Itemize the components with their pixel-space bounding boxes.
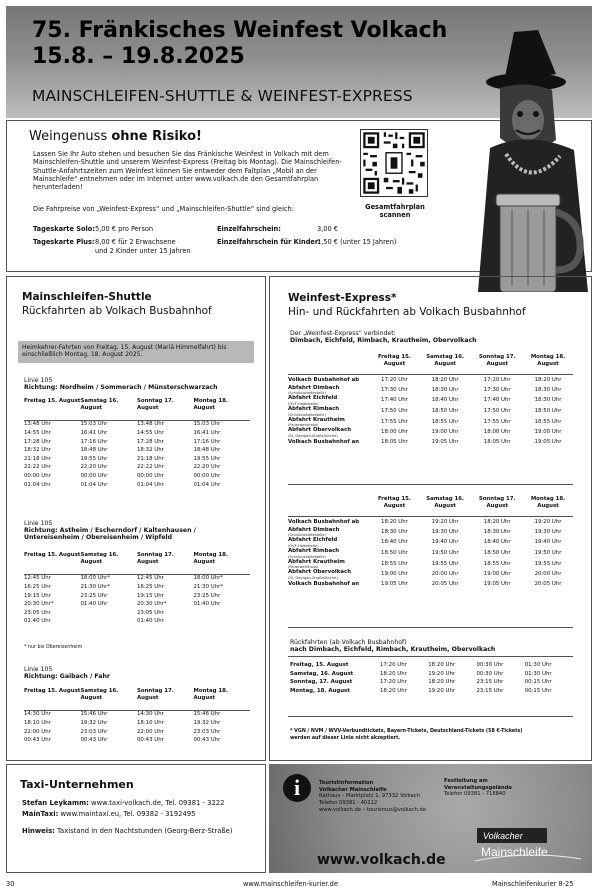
table-cell: 18:32 Uhr	[137, 447, 164, 454]
line1-table	[24, 398, 250, 489]
table-row	[288, 417, 573, 428]
table-cell: 20:05 Uhr	[431, 580, 459, 587]
table-cell: 18:32 Uhr	[24, 447, 51, 454]
table-cell: 01:30 Uhr	[524, 662, 552, 668]
table-row	[288, 406, 573, 417]
table-cell: Abfahrt Krautheim (Feuerwehrhaus)	[288, 558, 345, 570]
line2-title: Linie 105 Richtung: Astheim / Escherndorf / Kaltenhausen / Untereisenheim / Obereisenheim / Wipfeld	[24, 520, 196, 542]
table-cell: 13:48 Uhr	[24, 421, 51, 428]
table-cell: 19:00 Uhr	[431, 429, 459, 436]
table-cell: 18:20 Uhr	[381, 519, 408, 526]
table-cell: Volkach Busbahnhof an	[288, 580, 360, 587]
table-cell: Abfahrt Eichfeld (OVF-Haltestelle)	[288, 537, 338, 549]
table-cell: 01:04 Uhr	[137, 481, 164, 488]
table-cell: 01:40 Uhr	[24, 618, 51, 625]
table-cell: 17:28 Uhr	[24, 438, 51, 445]
divider	[24, 710, 250, 711]
table-cell: 19:55 Uhr	[431, 560, 459, 567]
price-single-label: Einzelfahrschein:	[217, 225, 281, 233]
table-cell: 00:15 Uhr	[524, 687, 552, 694]
table-cell: 22:00 Uhr	[137, 728, 164, 735]
col-fri: Freitag 15. August	[24, 398, 81, 404]
table-row	[288, 376, 573, 385]
table-row	[288, 354, 573, 367]
table-row	[24, 736, 250, 745]
table-row	[24, 429, 250, 438]
table-row	[24, 420, 250, 429]
table-row	[288, 580, 573, 589]
express-subtitle: Hin- und Rückfahrten ab Volkach Busbahnhof	[288, 306, 526, 318]
table-cell: 22:20 Uhr	[80, 464, 108, 471]
table-cell: 12:45 Uhr	[137, 575, 164, 582]
table-cell: 20:05 Uhr	[534, 580, 562, 587]
page-number: 30	[6, 880, 15, 888]
table-cell: 16:41 Uhr	[80, 429, 108, 436]
col-sun: Sonntag 17. August	[137, 398, 174, 411]
taxi-title: Taxi-Unternehmen	[20, 778, 134, 791]
table-row	[24, 609, 250, 618]
express-footnote: * VGN / NVM / WVV-Verbundtickets, Bayern-Tickets, Deutschland-Tickets (58 €-Tickets) werden auf dieser Linie nicht akzeptiert.	[290, 729, 523, 741]
table-cell: Montag 18. August	[193, 552, 228, 565]
table-cell	[81, 609, 138, 618]
table-cell: 17:40 Uhr	[381, 397, 408, 404]
express-table-1	[288, 354, 573, 446]
table-row	[288, 385, 573, 396]
table-cell: 01:40 Uhr	[80, 601, 108, 608]
table-cell: 19:30 Uhr	[431, 528, 459, 535]
table-cell: 00:30 Uhr	[476, 670, 504, 677]
table-row	[290, 670, 573, 679]
col-sat: Samstag 16. August	[80, 398, 119, 411]
express-connects: Der „Weinfest-Express“ verbindet: Dimbach, Eichfeld, Rimbach, Krautheim, Obervolkach	[290, 330, 477, 345]
table-cell: 19:55 Uhr	[534, 560, 562, 567]
table-cell: 17:55 Uhr	[483, 418, 511, 425]
table-cell: 17:16 Uhr	[80, 438, 108, 445]
table-cell: 00:30 Uhr	[476, 662, 504, 668]
price-solo-value: 5,00 € pro Person	[95, 225, 154, 233]
table-cell	[194, 617, 251, 626]
table-row	[24, 463, 250, 472]
table-row	[24, 574, 250, 583]
table-cell: 18:55 Uhr	[483, 560, 511, 567]
intro-heading: Weingenuss ohne Risiko!	[29, 129, 202, 144]
table-cell: 23:05 Uhr	[24, 609, 51, 616]
table-cell: 21:30 Uhr*	[80, 583, 111, 590]
table-cell: 18:05 Uhr	[483, 438, 511, 445]
price-plus-label: Tageskarte Plus:	[33, 238, 95, 246]
table-row	[288, 427, 573, 438]
table-cell: Sonntag 17. August	[137, 552, 174, 565]
table-cell: Samstag 16. August	[80, 688, 119, 701]
table-cell: 19:05 Uhr	[483, 580, 511, 587]
divider	[288, 656, 573, 657]
table-cell: Volkach Busbahnhof ab	[288, 519, 360, 526]
table-cell: 22:00 Uhr	[24, 728, 51, 735]
table-cell: 17:30 Uhr	[483, 386, 511, 393]
table-row	[24, 592, 250, 601]
table-row	[290, 687, 573, 696]
table-row	[288, 537, 573, 548]
table-cell: 14:55 Uhr	[24, 429, 51, 436]
line1-rows	[24, 411, 250, 489]
table-cell: 18:40 Uhr	[431, 397, 459, 404]
table-cell: 17:50 Uhr	[483, 408, 511, 414]
table-cell: 16:25 Uhr	[24, 583, 51, 590]
table-cell: 17:20 Uhr	[483, 377, 511, 384]
table-cell: 18:00 Uhr	[483, 429, 511, 436]
table-cell: 17:40 Uhr	[483, 397, 511, 404]
table-cell: 22:20 Uhr	[193, 464, 221, 471]
table-cell: 18:55 Uhr	[381, 560, 408, 567]
table-cell: 23:03 Uhr	[80, 728, 108, 735]
table-cell: 18:50 Uhr	[381, 550, 408, 556]
table-cell: Abfahrt Obervolkach (St. Georgen-Straße/Kirche)	[288, 427, 352, 438]
table-cell: 16:41 Uhr	[193, 429, 221, 436]
table-cell: 18:50 Uhr	[534, 408, 562, 414]
table-cell: 18:48 Uhr	[80, 447, 108, 454]
wine-mascot-illustration	[470, 30, 594, 292]
table-cell: 17:20 Uhr	[381, 377, 408, 384]
table-cell: 20:30 Uhr*	[24, 601, 54, 608]
table-cell: 18:05 Uhr	[381, 438, 408, 445]
table-cell: 00:00 Uhr	[137, 473, 164, 480]
table-cell: 18:55 Uhr	[431, 418, 459, 425]
table-row	[288, 438, 573, 447]
footer-url[interactable]: www.mainschleifen-kurier.de	[243, 880, 338, 888]
table-cell: 18:20 Uhr	[431, 377, 459, 384]
table-cell: 00:43 Uhr	[193, 737, 221, 744]
event-subtitle: MAINSCHLEIFEN-SHUTTLE & WEINFEST-EXPRESS	[32, 87, 413, 105]
table-cell: 18:30 Uhr	[483, 528, 511, 535]
table-cell: 12:45 Uhr	[24, 575, 51, 582]
table-row	[288, 395, 573, 406]
table-row	[24, 617, 250, 626]
qr-code-icon[interactable]	[360, 129, 428, 197]
table-row	[24, 481, 250, 490]
table-cell: 13:48 Uhr	[137, 421, 164, 428]
table-cell: Samstag, 16. August	[290, 670, 354, 677]
table-cell: 19:05 Uhr	[381, 580, 408, 587]
table-cell: 23:03 Uhr	[193, 728, 221, 735]
table-cell: 19:40 Uhr	[431, 539, 459, 546]
table-cell: 19:32 Uhr	[193, 719, 221, 726]
table-cell: Abfahrt Obervolkach (St. Georgen-Straße/Kirche)	[288, 569, 352, 580]
table-row	[24, 446, 250, 455]
table-row	[290, 661, 573, 670]
volkacher-mainschleife-logo	[469, 828, 584, 862]
table-cell: 19:05 Uhr	[431, 438, 459, 445]
table-cell: 18:50 Uhr	[483, 550, 511, 556]
table-cell: 18:20 Uhr	[428, 679, 456, 686]
table-cell: 21:18 Uhr	[137, 455, 164, 462]
table-cell: 19:00 Uhr	[381, 571, 408, 578]
table-row	[288, 518, 573, 527]
table-cell	[81, 617, 138, 626]
table-cell: 17:30 Uhr	[381, 386, 408, 393]
table-row	[24, 565, 250, 574]
table-cell: 14:30 Uhr	[137, 711, 164, 718]
taxi-maintaxi: MainTaxi: www.maintaxi.eu, Tel. 09382 - 3192495	[22, 810, 196, 818]
table-row	[24, 438, 250, 447]
line3-table	[24, 688, 250, 745]
table-cell: Montag, 18. August	[290, 687, 350, 694]
table-cell: 19:20 Uhr	[428, 687, 456, 694]
shuttle-subtitle: Rückfahrten ab Volkach Busbahnhof	[22, 305, 212, 317]
table-cell: Sonntag 17. August	[137, 688, 174, 701]
table-cell: 00:00 Uhr	[193, 473, 221, 480]
table-cell: 18:30 Uhr	[381, 528, 408, 535]
table-cell: 20:30 Uhr*	[137, 601, 167, 608]
table-cell: 18:10 Uhr	[24, 719, 51, 726]
table-cell: Abfahrt Rimbach (Schulbushaltestelle)	[288, 406, 340, 417]
table-cell: 01:40 Uhr	[137, 618, 164, 625]
table-row	[24, 455, 250, 464]
table-cell: 21:18 Uhr	[24, 455, 51, 462]
table-cell: 18:50 Uhr	[431, 408, 459, 414]
price-kids-value: 1,50 € (unter 15 Jahren)	[317, 238, 397, 246]
table-cell: 14:30 Uhr	[24, 711, 51, 718]
table-cell: 23:15 Uhr	[476, 687, 504, 694]
table-cell: Montag 18. August	[530, 496, 566, 509]
table-cell: 18:40 Uhr	[381, 539, 408, 546]
divider	[24, 574, 250, 575]
table-cell: Freitag 15. August	[24, 552, 81, 558]
table-cell: Sonntag, 17. August	[290, 679, 353, 686]
table-cell: Freitag 15. August	[377, 496, 411, 509]
table-cell: 23:05 Uhr	[137, 609, 164, 616]
table-cell: 21:30 Uhr*	[193, 583, 224, 590]
svg-text:Mainschleife: Mainschleife	[481, 845, 548, 859]
table-cell	[24, 701, 250, 710]
table-cell: 20:00 Uhr	[534, 571, 562, 578]
table-cell: 19:55 Uhr	[80, 455, 108, 462]
price-single-value: 3,00 €	[317, 225, 338, 233]
col-mon: Montag 18. August	[193, 398, 228, 411]
table-cell: 20:00 Uhr	[431, 571, 459, 578]
table-cell: 17:16 Uhr	[193, 438, 221, 445]
table-cell: 15:03 Uhr	[80, 421, 108, 428]
table-row	[24, 688, 250, 701]
table-cell: 18:10 Uhr	[137, 719, 164, 726]
line3-rows	[24, 701, 250, 745]
table-row	[288, 527, 573, 538]
table-cell: Abfahrt Rimbach (Schulbushaltestelle)	[288, 548, 340, 559]
table-cell: 19:50 Uhr	[534, 550, 562, 556]
table-cell: 17:28 Uhr	[137, 438, 164, 445]
table-row	[24, 552, 250, 565]
taxi-leykamm: Stefan Leykamm: www.taxi-volkach.de, Tel. 09381 - 3222	[22, 799, 225, 807]
table-cell: Freitag, 15. August	[290, 662, 349, 668]
table-cell: 19:20 Uhr	[431, 519, 459, 526]
table-cell: Abfahrt Dimbach (Schulbushaltestelle)	[288, 526, 340, 538]
tourist-info-box	[269, 764, 592, 873]
page-footer	[0, 878, 598, 891]
table-row	[24, 600, 250, 609]
divider	[288, 716, 573, 717]
table-cell: 18:55 Uhr	[534, 418, 562, 425]
table-cell: 19:15 Uhr	[137, 592, 164, 599]
table-cell: 19:50 Uhr	[431, 550, 459, 556]
table-row	[288, 548, 573, 559]
volkach-website-link[interactable]: www.volkach.de	[317, 852, 446, 868]
express-table-2	[288, 496, 573, 588]
table-row	[24, 398, 250, 411]
info-icon: i	[283, 774, 311, 802]
table-cell: Samstag 16. August	[426, 354, 465, 367]
table-cell: 15:03 Uhr	[193, 421, 221, 428]
table-cell: 22:22 Uhr	[137, 464, 164, 471]
event-dates: 15.8. – 19.8.2025	[32, 44, 245, 69]
table-cell: Abfahrt Eichfeld (OVF-Haltestelle)	[288, 395, 338, 407]
table-cell: 18:20 Uhr	[534, 377, 562, 384]
table-cell: 19:30 Uhr	[534, 528, 562, 535]
table-cell: 01:40 Uhr	[193, 601, 221, 608]
table-row	[24, 728, 250, 737]
table-cell: Montag 18. August	[193, 688, 228, 701]
divider	[288, 484, 573, 485]
table-cell: 18:20 Uhr	[483, 519, 511, 526]
table-cell: 00:43 Uhr	[80, 737, 108, 744]
table-cell	[288, 354, 370, 367]
table-cell: Abfahrt Dimbach (Schulbushaltestelle)	[288, 384, 340, 396]
table-cell: 19:20 Uhr	[428, 670, 456, 677]
table-cell: 17:55 Uhr	[381, 418, 408, 425]
table-cell: 00:00 Uhr	[24, 473, 51, 480]
shuttle-title: Mainschleifen-Shuttle	[22, 291, 152, 303]
table-cell: 18:00 Uhr*	[193, 575, 224, 582]
footer-issue: Mainschleifenkurier 8-25	[492, 880, 574, 888]
table-cell: 18:20 Uhr	[428, 662, 456, 668]
price-intro: Die Fahrpreise von „Weinfest-Express“ und „Mainschleifen-Shuttle“ sind gleich:	[33, 205, 294, 213]
table-cell	[194, 609, 251, 618]
table-cell: 00:15 Uhr	[524, 679, 552, 686]
table-cell: 01:04 Uhr	[193, 481, 221, 488]
table-cell: 19:00 Uhr	[534, 429, 562, 436]
intro-text: Lassen Sie Ihr Auto stehen und besuchen Sie das Fränkische Weinfest in Volkach mit dem Mainschleifen-Shuttle und unserem Weinfest-Express (Freitag bis Montag). Die Mainschleifen-Shuttle-Anfahrtszeiten zum Weinfest können Sie entweder dem Faltplan „Mobil an der Mainschleife“ entnehmen oder im Internet unter www.volkach.de den Gesamtfahrplan herunterladen!	[33, 150, 342, 192]
table-row	[24, 701, 250, 710]
table-cell: 00:00 Uhr	[80, 473, 108, 480]
table-cell: 19:20 Uhr	[534, 519, 562, 526]
table-cell	[24, 565, 250, 574]
table-cell: 15:46 Uhr	[193, 711, 221, 718]
svg-text:Volkacher: Volkacher	[483, 831, 523, 841]
table-cell: 19:05 Uhr	[534, 438, 562, 445]
taxi-hint: Hinweis: Taxistand in den Nachtstunden (Georg-Berz-Straße)	[22, 827, 233, 835]
table-cell: 01:04 Uhr	[24, 481, 51, 488]
tourist-contact: Touristinformation Volkacher Mainschleife Rathaus – Marktplatz 1, 97332 Volkach Telefon 09381 - 40112 www.volkach.de – tourismus@volkach.de	[319, 780, 426, 813]
table-row	[24, 583, 250, 592]
table-cell: Sonntag 17. August	[478, 496, 516, 509]
table-cell: 23:25 Uhr	[80, 592, 108, 599]
return-table	[290, 661, 573, 696]
table-row	[290, 678, 573, 687]
table-row	[288, 496, 573, 509]
event-title: 75. Fränkisches Weinfest Volkach	[32, 18, 448, 43]
divider	[288, 516, 573, 517]
table-cell: 19:40 Uhr	[534, 539, 562, 546]
table-cell: 18:20 Uhr	[380, 687, 407, 694]
table-cell: Montag 18. August	[530, 354, 566, 367]
table-cell: 18:00 Uhr*	[80, 575, 111, 582]
line1-title: Linie 105 Richtung: Nordheim / Sommerach / Münsterschwarzach	[24, 377, 218, 392]
table-row	[288, 569, 573, 580]
table-cell: 16:25 Uhr	[137, 583, 164, 590]
table-cell: 19:15 Uhr	[24, 592, 51, 599]
table-cell: 18:20 Uhr	[380, 670, 407, 677]
table-cell	[24, 411, 250, 420]
table-cell: 15:46 Uhr	[80, 711, 108, 718]
shuttle-note: Heimkehrer-Fahrten von Freitag, 15. August (Mariä Himmelfahrt) bis einschließlich Montag, 18. August 2025.	[18, 341, 254, 363]
qr-caption: Gesamtfahrplan scannen	[365, 203, 425, 219]
table-cell: 18:48 Uhr	[193, 447, 221, 454]
table-cell: 00:43 Uhr	[137, 737, 164, 744]
return-heading: Rückfahrten (ab Volkach Busbahnhof) nach Dimbach, Eichfeld, Rimbach, Krautheim, Obervolkach	[290, 639, 496, 654]
table-cell: Freitag 15. August	[24, 688, 81, 694]
table-cell: 18:30 Uhr	[534, 386, 562, 393]
table-cell: Samstag 16. August	[80, 552, 119, 565]
line3-title: Linie 105 Richtung: Gaibach / Fahr	[24, 666, 110, 681]
table-row	[24, 472, 250, 481]
table-cell: Sonntag 17. August	[478, 354, 516, 367]
table-cell: 01:30 Uhr	[524, 670, 552, 677]
table-cell: 18:40 Uhr	[483, 539, 511, 546]
table-cell: 17:20 Uhr	[380, 679, 407, 686]
table-cell: Volkach Busbahnhof ab	[288, 377, 360, 384]
table-cell: 00:43 Uhr	[24, 737, 51, 744]
express-title: Weinfest-Express*	[288, 292, 397, 304]
table-cell: 19:55 Uhr	[193, 455, 221, 462]
table-cell: 19:32 Uhr	[80, 719, 108, 726]
table-cell: 01:04 Uhr	[80, 481, 108, 488]
line2-table	[24, 552, 250, 626]
divider	[24, 420, 250, 421]
table-cell: 18:30 Uhr	[534, 397, 562, 404]
divider	[288, 627, 573, 628]
price-kids-label: Einzelfahrschein für Kinder:	[217, 238, 321, 246]
table-cell: 14:55 Uhr	[137, 429, 164, 436]
price-plus-value: 8,00 € für 2 Erwachsene und 2 Kinder unter 15 Jahren	[95, 238, 191, 255]
table-cell: 18:00 Uhr	[381, 429, 408, 436]
table-cell: 22:22 Uhr	[24, 464, 51, 471]
table-cell: 18:30 Uhr	[431, 386, 459, 393]
table-cell: 19:00 Uhr	[483, 571, 511, 578]
table-row	[24, 411, 250, 420]
table-cell: 23:25 Uhr	[193, 592, 221, 599]
festival-contact: Festleitung am Veranstaltungsgelände Telefon 09381 - 718840	[444, 778, 512, 798]
line2-footnote: * nur bis Obereisenheim	[24, 645, 83, 650]
divider	[288, 374, 573, 375]
table-row	[24, 719, 250, 728]
table-cell: Samstag 16. August	[426, 496, 465, 509]
table-row	[288, 559, 573, 570]
table-cell	[288, 496, 370, 509]
price-solo-label: Tageskarte Solo:	[33, 225, 95, 233]
table-cell: 23:15 Uhr	[476, 679, 504, 686]
table-cell: Abfahrt Krautheim (Feuerwehrhaus)	[288, 416, 345, 428]
table-cell: 17:20 Uhr	[380, 662, 407, 668]
table-cell: Volkach Busbahnhof an	[288, 438, 360, 445]
table-cell: Freitag 15. August	[377, 354, 411, 367]
table-cell: 17:50 Uhr	[381, 408, 408, 414]
table-row	[24, 710, 250, 719]
taxi-box	[6, 764, 266, 873]
